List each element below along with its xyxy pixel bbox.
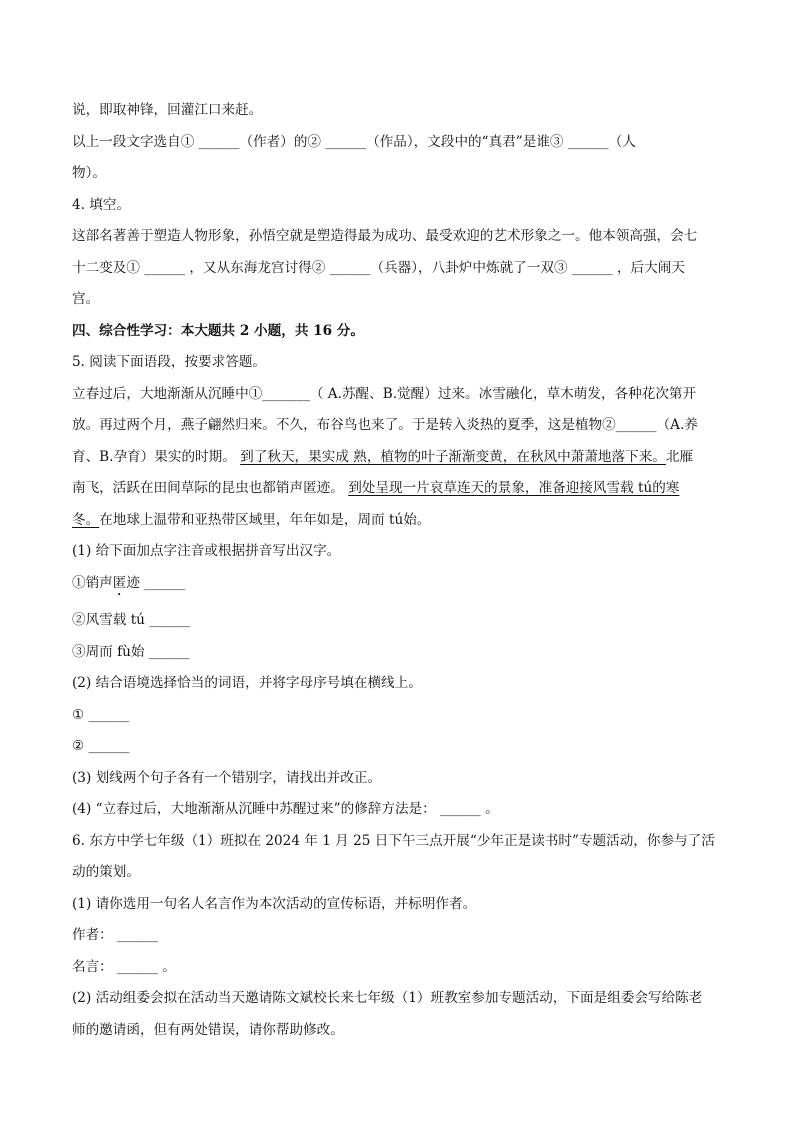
question-6-subquestion-2: (2) 活动组委会拟在活动当天邀请陈文斌校长来七年级（1）班教室参加专题活动，下面是组委会写给陈老	[72, 990, 703, 1006]
passage-line: 放。再过两个月，燕子翩然归来。不久，布谷鸟也来了。于是转入炎热的夏季，这是植物②______（A.养	[72, 417, 698, 433]
dotted-character: 匿	[112, 574, 127, 591]
document-page	[72, 100, 722, 1051]
section-title: 四、综合性学习：本大题共 2 小题，共 16 分。	[72, 322, 364, 339]
subquestion-2-item: ② ______	[72, 738, 130, 754]
quote-blank: 名言： ______ 。	[72, 958, 176, 975]
subquestion-4: (4) “立春过后，大地渐渐从沉睡中苏醒过来”的修辞方法是： ______ 。	[72, 801, 499, 817]
underlined-sentence: 到处呈现一片哀草连天的景象，准备迎接风雪载 tú的寒	[348, 480, 680, 496]
passage-text: 南飞，活跃在田间草际的昆虫也都销声匿迹。	[72, 480, 344, 496]
passage-line	[72, 510, 722, 530]
question-6-line: 动的策划。	[72, 864, 140, 880]
subquestion-1-item	[72, 573, 722, 599]
question-5-title: 5. 阅读下面语段，按要求答题。	[72, 354, 267, 370]
question-6-subquestion-2: 师的邀请函，但有两处错误，请你帮助修改。	[72, 1021, 344, 1038]
question-4-title: 4. 填空。	[72, 196, 131, 213]
passage-line	[72, 447, 722, 467]
passage-line: 说，即取神锋，回灌江口来赶。	[72, 102, 263, 118]
question-4-line: 十二变及① ______ ，又从东海龙宫讨得② ______（兵器），八卦炉中炼就了一双③ ______ ，后大闹天	[72, 259, 685, 276]
question-3-line: 物）。	[72, 165, 106, 181]
passage-text: 育、B.孕育）果实的时期。	[72, 448, 236, 465]
passage-line	[72, 478, 722, 498]
subquestion-2: (2) 结合语境选择恰当的词语，并将字母序号填在横线上。	[72, 675, 422, 691]
author-blank: 作者： ______	[72, 927, 158, 943]
item-text: ①销声	[72, 574, 113, 591]
subquestion-1: (1) 给下面加点字注音或根据拼音写出汉字。	[72, 543, 341, 559]
question-3-line: 以上一段文字选自① ______（作者）的② ______（作品），文段中的“真君”是谁③ ______（人	[72, 133, 636, 150]
subquestion-2-item: ① ______	[72, 706, 130, 723]
question-4-line: 这部名著善于塑造人物形象，孙悟空就是塑造得最为成功、最受欢迎的艺术形象之一。他本领高强，会七	[72, 228, 698, 244]
subquestion-1-item: ③周而 fù始 ______	[72, 643, 190, 660]
question-4-line: 宫。	[72, 291, 100, 307]
passage-text: 在地球上温带和亚热带区域里，年年如是，周而 tú始。	[99, 511, 431, 528]
item-text: 迹 ______	[126, 574, 186, 591]
passage-line: 立春过后，大地渐渐从沉睡中①_______（ A.苏醒、B.觉醒）过来。冰雪融化，草木萌发，各种花次第开	[72, 385, 697, 402]
subquestion-1-item: ②风雪载 tú ______	[72, 612, 191, 628]
underlined-sentence: 到了秋天，果实成 熟，植物的叶子渐渐变黄，在秋风中萧萧地落下来。	[240, 448, 666, 465]
subquestion-3: (3) 划线两个句子各有一个错别字，请找出并改正。	[72, 769, 382, 786]
question-6-subquestion-1: (1) 请你选用一句名人名言作为本次活动的宣传标语，并标明作者。	[72, 895, 477, 912]
question-6-line: 6. 东方中学七年级（1）班拟在 2024 年 1 月 25 日下午三点开展“少年正是读书时”专题活动，你参与了活	[72, 832, 715, 849]
underlined-sentence: 冬。	[72, 511, 100, 528]
passage-text: 北雁	[665, 448, 694, 465]
